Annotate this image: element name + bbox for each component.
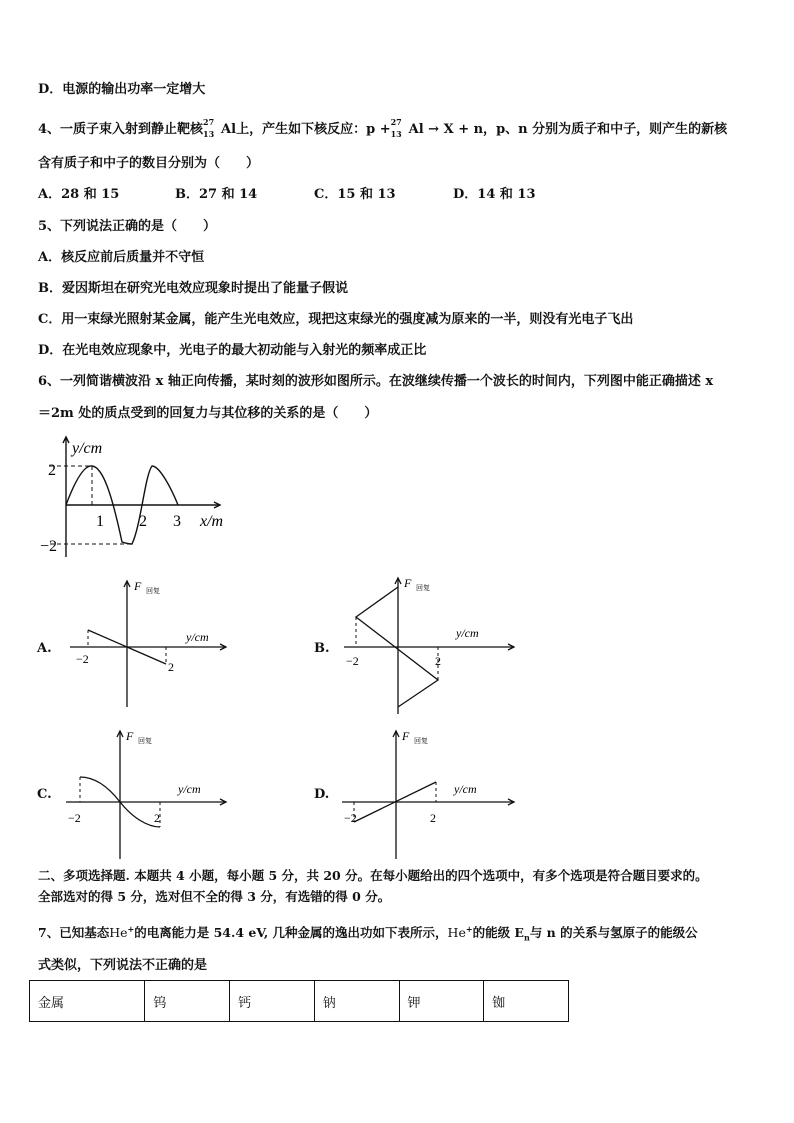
svg-text:F: F	[404, 576, 412, 590]
q4-eq-p: p +	[366, 122, 391, 137]
section2-line2: 全部选对的得 5 分，选对但不全的得 3 分，有选错的得 0 分。	[38, 889, 391, 904]
wave-ytop: 2	[48, 462, 56, 479]
q6-line2: ＝2m 处的质点受到的回复力与其位移的关系的是（ ）	[38, 406, 378, 421]
table-row	[30, 981, 569, 1022]
svg-text:2: 2	[435, 654, 441, 668]
q4-mid: 上，产生如下核反应：	[236, 122, 367, 137]
q4-option-a: A．28 和 15	[38, 187, 120, 202]
svg-text:2: 2	[168, 660, 174, 674]
choice-b-graph	[338, 572, 518, 717]
q5-option-b: B．爱因斯坦在研究光电效应现象时提出了能量子假说	[38, 281, 348, 296]
q4-pre: 4、一质子束入射到静止靶核	[38, 122, 204, 137]
q5-option-c: C．用一束绿光照射某金属，能产生光电效应，现把这束绿光的强度减为原来的一半，则没有光电子飞出	[38, 312, 634, 327]
wave-x3: 3	[173, 513, 181, 530]
choice-c-label: C.	[37, 787, 52, 802]
table-cell: 铷	[484, 981, 569, 1022]
svg-text:y/cm: y/cm	[454, 782, 477, 796]
table-cell: 钙	[230, 981, 315, 1022]
svg-text:2: 2	[430, 811, 436, 825]
wave-xlabel: x/m	[200, 513, 224, 530]
choice-a-label: A.	[37, 641, 52, 656]
wave-x2: 2	[139, 513, 147, 530]
q6-line1: 6、一列简谐横波沿 x 轴正向传播，某时刻的波形如图所示。在波继续传播一个波长的时间内，下列图中能正确描述 x	[38, 374, 714, 389]
wave-ylabel: y/cm	[72, 440, 103, 457]
svg-text:F: F	[134, 579, 142, 593]
choice-d-label: D.	[314, 787, 330, 802]
table-cell-header: 金属	[30, 981, 145, 1022]
svg-text:F: F	[402, 729, 410, 743]
choice-c-graph	[62, 727, 232, 862]
q4-eq-tail: Al → X + n，	[408, 122, 497, 137]
option-d-previous: D．电源的输出功率一定增大	[38, 82, 206, 97]
svg-text:−2: −2	[346, 654, 359, 668]
q7-line1: 7、已知基态He+的电离能力是 54.4 eV, 几种金属的逸出功如下表所示，He+的能级 $E_n$与 n 的关系与氢原子的能级公	[38, 924, 698, 943]
q4-line1	[38, 118, 727, 139]
choice-a-graph	[62, 575, 232, 710]
svg-text:−2: −2	[344, 811, 357, 825]
svg-text:回复: 回复	[138, 737, 152, 745]
q4-option-d: D．14 和 13	[453, 187, 536, 202]
q7-line2: 式类似，下列说法不正确的是	[38, 958, 208, 973]
svg-text:−2: −2	[76, 652, 89, 666]
wave-figure	[30, 435, 240, 560]
q4-option-c: C．15 和 13	[314, 187, 396, 202]
wave-ybot: −2	[40, 538, 58, 555]
svg-text:y/cm: y/cm	[456, 626, 479, 640]
svg-text:回复: 回复	[414, 737, 428, 745]
nucleus-al-eq: 27 13	[390, 117, 402, 139]
svg-text:−2: −2	[68, 811, 81, 825]
svg-text:y/cm: y/cm	[178, 782, 201, 796]
wave-x1: 1	[96, 513, 104, 530]
q4-nuc-sym: Al	[221, 122, 237, 137]
table-cell: 钨	[145, 981, 230, 1022]
q4-option-b: B．27 和 14	[175, 187, 258, 202]
svg-text:回复: 回复	[416, 584, 430, 592]
svg-text:F: F	[126, 729, 134, 743]
nucleus-al: 27 13	[203, 117, 215, 139]
q5-option-a: A．核反应前后质量并不守恒	[38, 250, 205, 265]
table-cell: 钾	[399, 981, 484, 1022]
svg-text:回复: 回复	[146, 587, 160, 595]
svg-text:y/cm: y/cm	[186, 630, 209, 644]
q4-post: p、n 分别为质子和中子，则产生的新核	[496, 122, 728, 137]
section2-line1: 二、多项选择题. 本题共 4 小题，每小题 5 分，共 20 分。在每小题给出的四个选项中，有多个选项是符合题目要求的。	[38, 868, 708, 883]
svg-text:2: 2	[154, 811, 160, 825]
choice-b-label: B.	[314, 641, 330, 656]
table-cell: 钠	[314, 981, 399, 1022]
work-function-table	[29, 980, 569, 1022]
choice-d-graph	[338, 727, 518, 862]
q5-option-d: D．在光电效应现象中，光电子的最大初动能与入射光的频率成正比	[38, 343, 427, 358]
q4-line2: 含有质子和中子的数目分别为（ ）	[38, 156, 260, 171]
q5-stem: 5、下列说法正确的是（ ）	[38, 219, 217, 234]
